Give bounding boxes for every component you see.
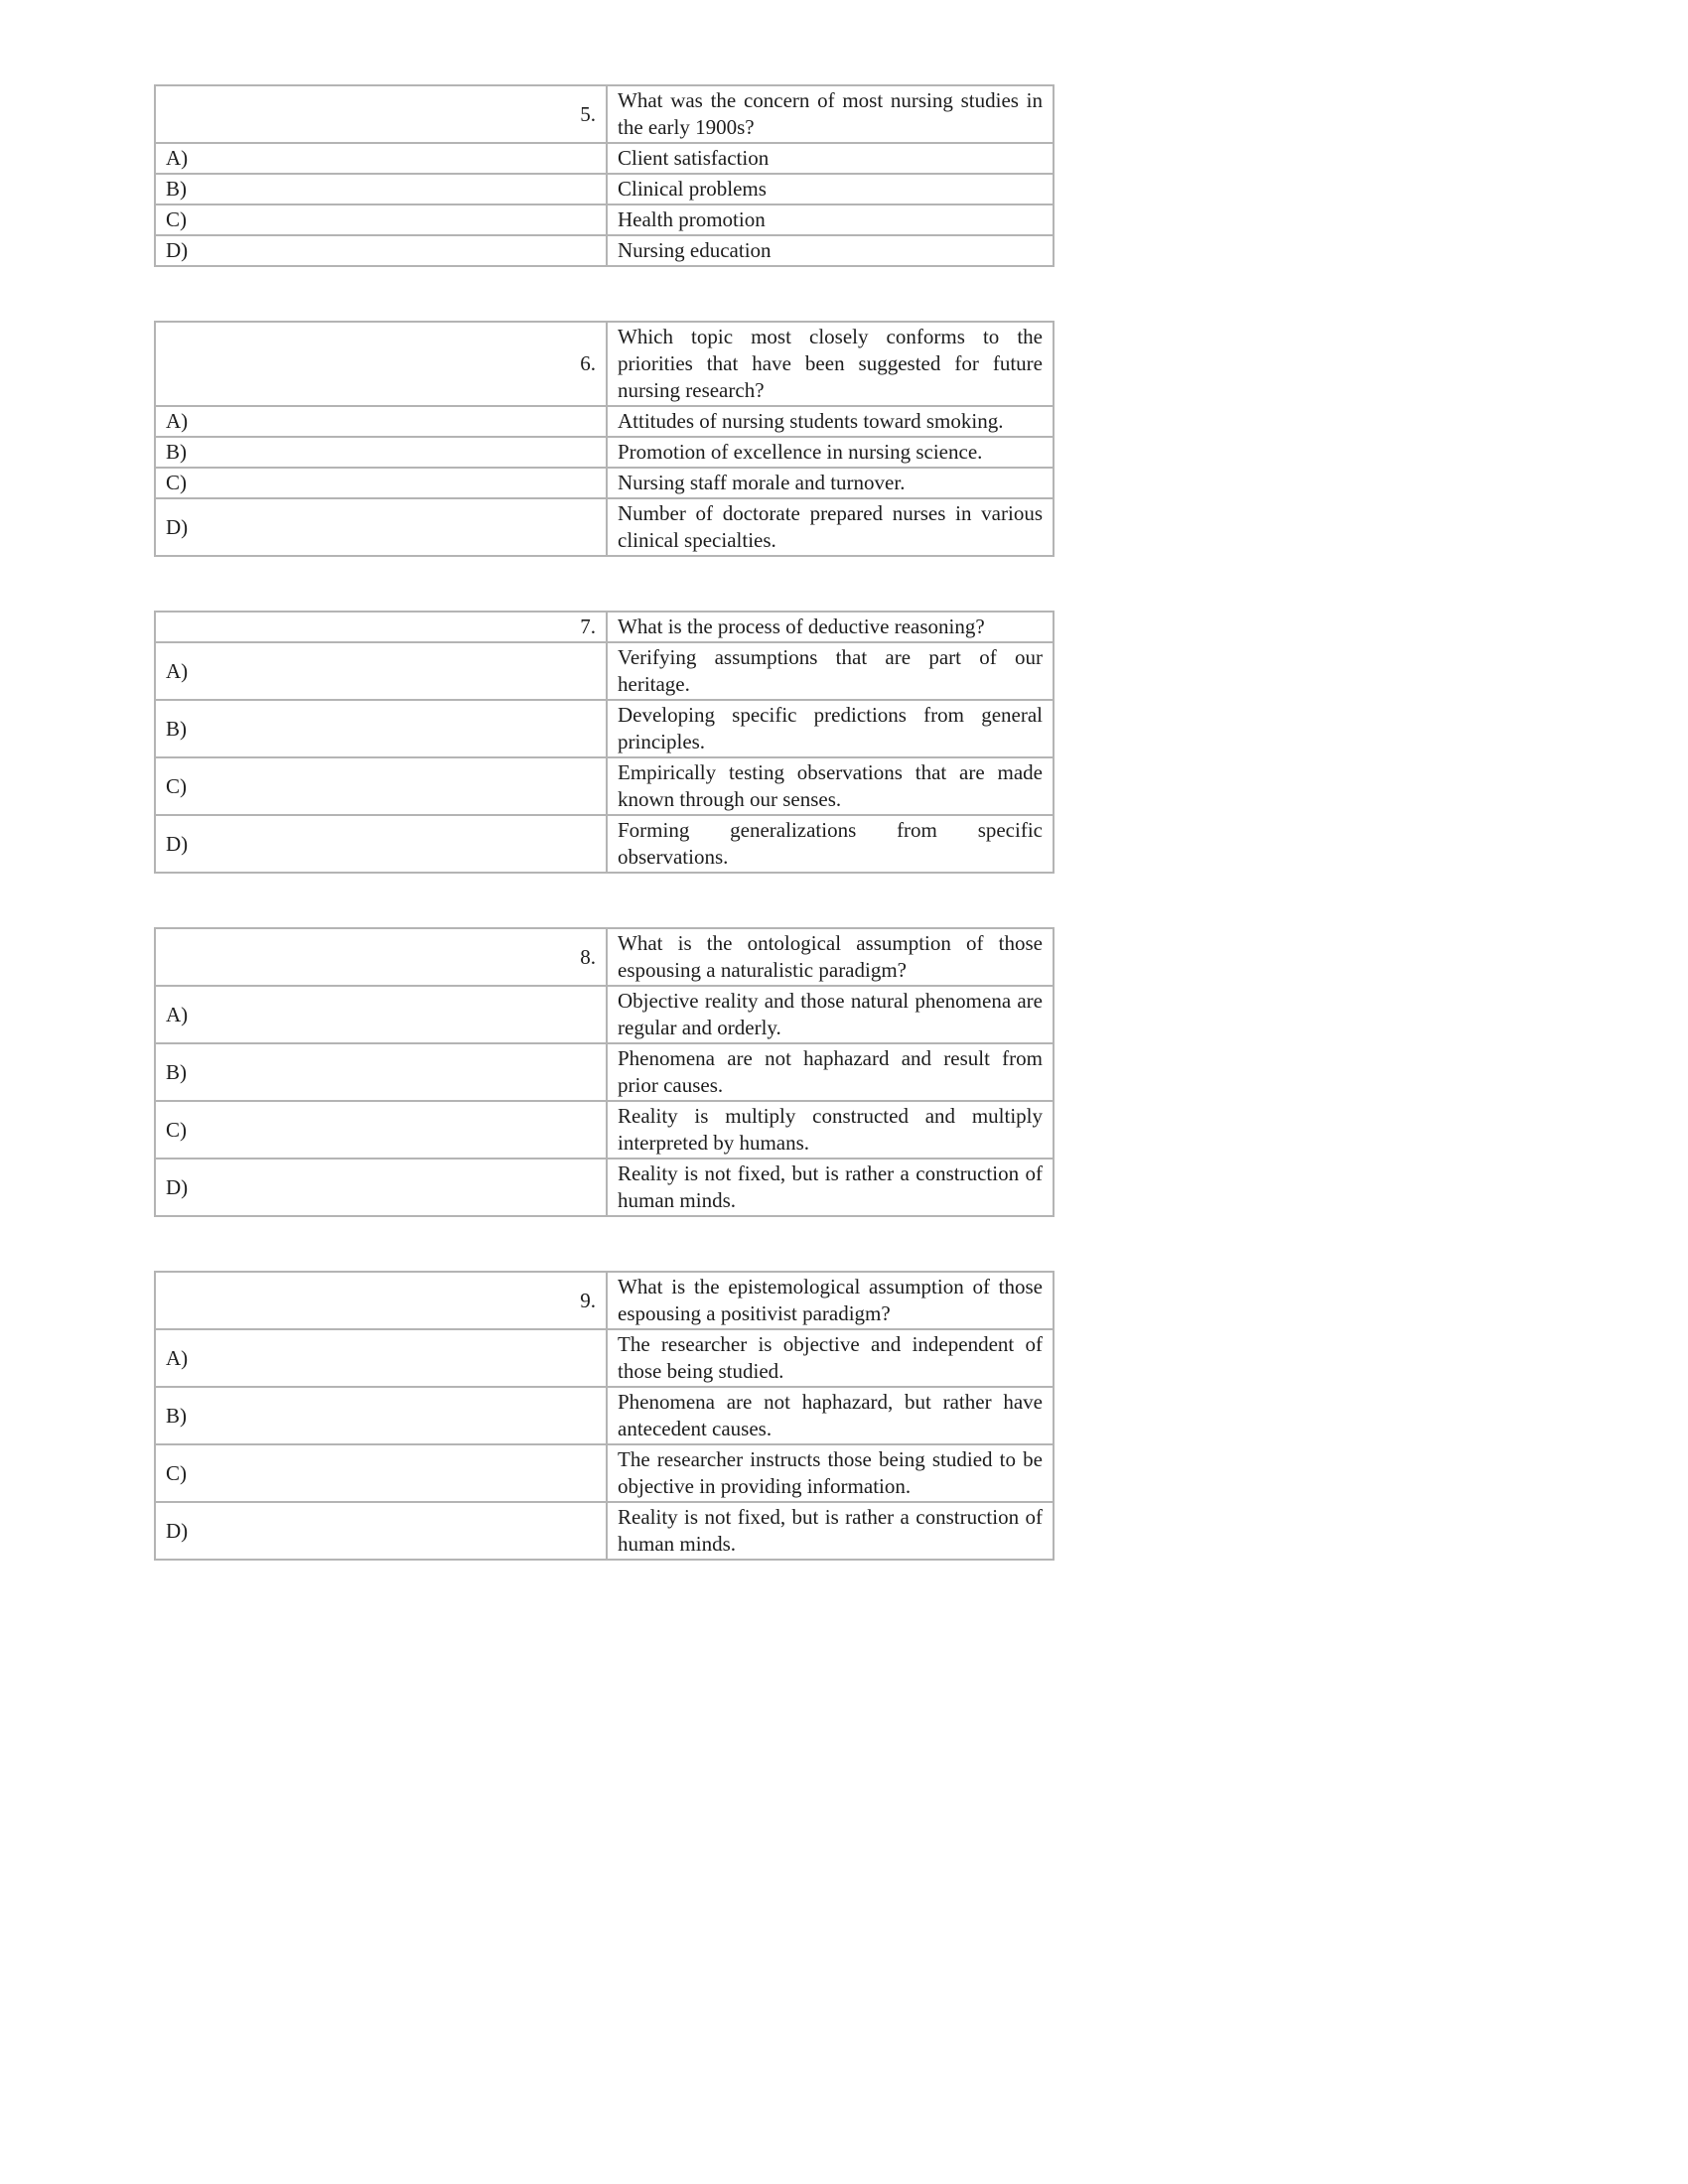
option-row bbox=[155, 143, 1054, 174]
question-table-6 bbox=[154, 321, 1055, 557]
option-letter: D) bbox=[155, 1502, 607, 1560]
option-row bbox=[155, 642, 1054, 700]
option-text: Developing specific predictions from general principles. bbox=[607, 700, 1054, 757]
option-row bbox=[155, 1043, 1054, 1101]
option-row bbox=[155, 815, 1054, 873]
option-text: Verifying assumptions that are part of our heritage. bbox=[607, 642, 1054, 700]
option-text: Attitudes of nursing students toward smoking. bbox=[607, 406, 1054, 437]
option-text: Nursing staff morale and turnover. bbox=[607, 468, 1054, 498]
option-row bbox=[155, 1387, 1054, 1444]
option-row bbox=[155, 498, 1054, 556]
question-text: What is the epistemological assumption of those espousing a positivist paradigm? bbox=[607, 1272, 1054, 1329]
option-text: Health promotion bbox=[607, 205, 1054, 235]
option-text: Reality is multiply constructed and multiply interpreted by humans. bbox=[607, 1101, 1054, 1159]
option-letter: C) bbox=[155, 468, 607, 498]
option-text: The researcher instructs those being studied to be objective in providing information. bbox=[607, 1444, 1054, 1502]
option-row bbox=[155, 205, 1054, 235]
option-text: The researcher is objective and independent of those being studied. bbox=[607, 1329, 1054, 1387]
option-letter: A) bbox=[155, 1329, 607, 1387]
option-letter: C) bbox=[155, 1444, 607, 1502]
question-number: 5. bbox=[155, 85, 607, 143]
option-row bbox=[155, 986, 1054, 1043]
question-row bbox=[155, 612, 1054, 642]
option-letter: D) bbox=[155, 1159, 607, 1216]
option-letter: D) bbox=[155, 815, 607, 873]
question-table-7 bbox=[154, 611, 1055, 874]
option-letter: C) bbox=[155, 1101, 607, 1159]
option-text: Reality is not fixed, but is rather a construction of human minds. bbox=[607, 1159, 1054, 1216]
option-row bbox=[155, 1159, 1054, 1216]
option-row bbox=[155, 1502, 1054, 1560]
option-letter: D) bbox=[155, 498, 607, 556]
question-number: 8. bbox=[155, 928, 607, 986]
option-letter: B) bbox=[155, 1387, 607, 1444]
question-text: What was the concern of most nursing studies in the early 1900s? bbox=[607, 85, 1054, 143]
question-row bbox=[155, 322, 1054, 406]
option-letter: A) bbox=[155, 143, 607, 174]
option-text: Nursing education bbox=[607, 235, 1054, 266]
question-text: Which topic most closely conforms to the priorities that have been suggested for future nursing research? bbox=[607, 322, 1054, 406]
question-table-5 bbox=[154, 84, 1055, 267]
option-text: Number of doctorate prepared nurses in various clinical specialties. bbox=[607, 498, 1054, 556]
option-text: Objective reality and those natural phenomena are regular and orderly. bbox=[607, 986, 1054, 1043]
question-text: What is the process of deductive reasoning? bbox=[607, 612, 1054, 642]
option-row bbox=[155, 174, 1054, 205]
option-text: Reality is not fixed, but is rather a construction of human minds. bbox=[607, 1502, 1054, 1560]
option-letter: A) bbox=[155, 406, 607, 437]
option-letter: C) bbox=[155, 757, 607, 815]
option-row bbox=[155, 757, 1054, 815]
option-row bbox=[155, 468, 1054, 498]
question-row bbox=[155, 928, 1054, 986]
option-text: Clinical problems bbox=[607, 174, 1054, 205]
option-row bbox=[155, 1329, 1054, 1387]
option-letter: A) bbox=[155, 986, 607, 1043]
option-letter: B) bbox=[155, 700, 607, 757]
option-row bbox=[155, 406, 1054, 437]
option-letter: B) bbox=[155, 1043, 607, 1101]
option-text: Client satisfaction bbox=[607, 143, 1054, 174]
option-text: Promotion of excellence in nursing science. bbox=[607, 437, 1054, 468]
option-letter: B) bbox=[155, 437, 607, 468]
option-row bbox=[155, 1444, 1054, 1502]
option-row bbox=[155, 235, 1054, 266]
question-number: 9. bbox=[155, 1272, 607, 1329]
option-text: Forming generalizations from specific observations. bbox=[607, 815, 1054, 873]
question-table-8 bbox=[154, 927, 1055, 1217]
question-table-9 bbox=[154, 1271, 1055, 1561]
option-row bbox=[155, 1101, 1054, 1159]
option-letter: B) bbox=[155, 174, 607, 205]
question-row bbox=[155, 1272, 1054, 1329]
option-letter: D) bbox=[155, 235, 607, 266]
option-letter: A) bbox=[155, 642, 607, 700]
option-text: Phenomena are not haphazard, but rather have antecedent causes. bbox=[607, 1387, 1054, 1444]
option-letter: C) bbox=[155, 205, 607, 235]
option-text: Empirically testing observations that are made known through our senses. bbox=[607, 757, 1054, 815]
option-row bbox=[155, 700, 1054, 757]
question-text: What is the ontological assumption of those espousing a naturalistic paradigm? bbox=[607, 928, 1054, 986]
option-text: Phenomena are not haphazard and result from prior causes. bbox=[607, 1043, 1054, 1101]
question-number: 6. bbox=[155, 322, 607, 406]
option-row bbox=[155, 437, 1054, 468]
question-row bbox=[155, 85, 1054, 143]
question-number: 7. bbox=[155, 612, 607, 642]
